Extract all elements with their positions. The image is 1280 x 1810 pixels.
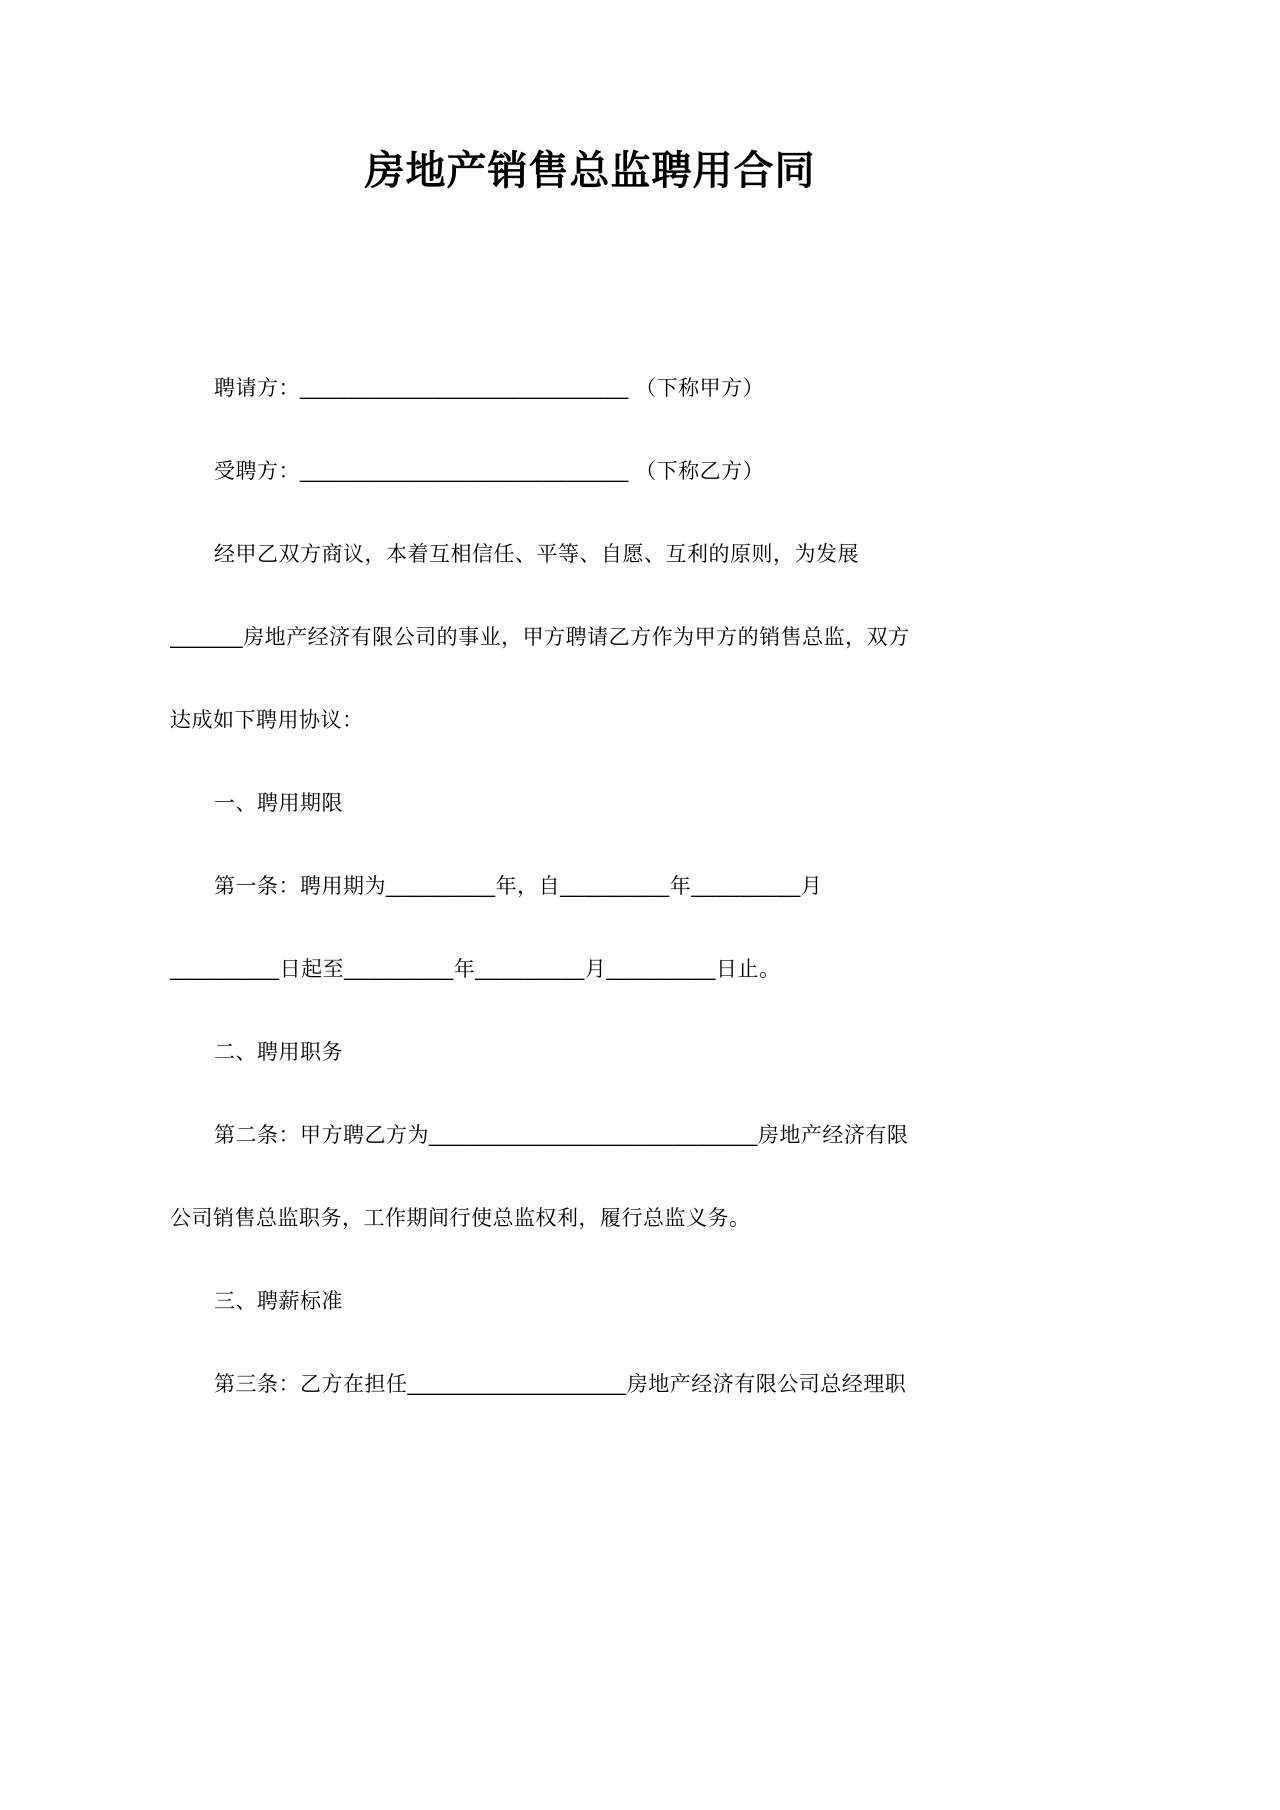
paragraph-line-hiring-party: 聘请方：___________________________ （下称甲方） [214, 377, 765, 400]
section-heading-2: 二、聘用职务 [214, 1041, 343, 1064]
section-heading-1: 一、聘用期限 [214, 792, 343, 815]
paragraph-line-article-1a: 第一条：聘用期为_________年，自_________年_________月 [214, 875, 823, 898]
paragraph-line-article-2b: 公司销售总监职务，工作期间行使总监权利，履行总监义务。 [170, 1207, 751, 1230]
document-body [170, 347, 1160, 1426]
paragraph-line-article-1b: _________日起至_________年_________月_________日止。 [170, 958, 781, 981]
section-heading-3: 三、聘薪标准 [214, 1290, 343, 1313]
paragraph-line-preamble-3: 达成如下聘用协议： [170, 709, 364, 732]
document-title: 房地产销售总监聘用合同 [364, 149, 816, 193]
paragraph-line-hired-party: 受聘方：___________________________ （下称乙方） [214, 460, 765, 483]
paragraph-line-preamble-1: 经甲乙双方商议，本着互相信任、平等、自愿、互利的原则，为发展 [214, 543, 859, 566]
paragraph-line-article-3a: 第三条：乙方在担任__________________房地产经济有限公司总经理职 [214, 1373, 907, 1396]
paragraph-line-preamble-2: ______房地产经济有限公司的事业，甲方聘请乙方作为甲方的销售总监，双方 [170, 626, 910, 649]
paragraph-line-article-2a: 第二条：甲方聘乙方为___________________________房地产经济有限 [214, 1124, 909, 1147]
